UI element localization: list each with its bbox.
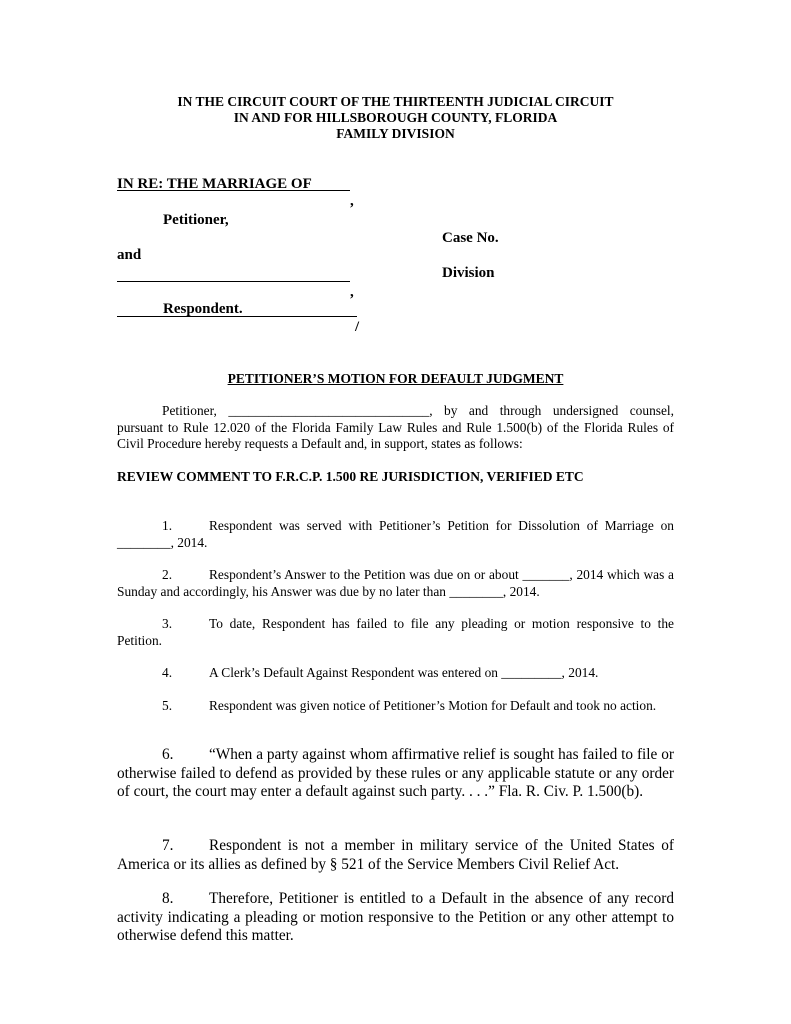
numbered-paragraph-1 [117, 518, 674, 551]
paragraph-number: 2. [162, 567, 173, 582]
petitioner-name-line [117, 190, 350, 191]
caption-case-no: Case No. [442, 230, 499, 246]
caption-and: and [117, 247, 142, 263]
numbered-paragraph-5 [117, 698, 674, 715]
caption-petitioner: Petitioner, [163, 212, 229, 228]
caption-comma-1: , [350, 193, 354, 209]
intro-paragraph: Petitioner, ______________________________, by and through undersigned counsel, pursuant to Rule 12.020 of the Florida Family Law Rules and Rule 1.500(b) of the Florida Rules of Civil Procedure hereby requests a Default and, in support, states as follows: [117, 403, 674, 451]
paragraph-text: Therefore, Petitioner is entitled to a Default in the absence of any record activity indicating a pleading or motion responsive to the Petition or any other attempt to otherwise defend this matter. [117, 890, 674, 944]
paragraph-number: 4. [162, 665, 173, 680]
review-comment: REVIEW COMMENT TO F.R.C.P. 1.500 RE JURISDICTION, VERIFIED ETC [117, 469, 584, 484]
numbered-paragraph-3 [117, 616, 674, 649]
numbered-paragraph-6 [117, 746, 674, 802]
court-header-line-1: IN THE CIRCUIT COURT OF THE THIRTEENTH JUDICIAL CIRCUIT [177, 94, 614, 109]
respondent-name-line [117, 281, 350, 282]
paragraph-number: 7. [162, 837, 174, 854]
paragraph-text: Respondent’s Answer to the Petition was due on or about _______, 2014 which was a Sunday and accordingly, his Answer was due by no later than ________, 2014. [117, 567, 674, 599]
paragraph-text: Respondent was given notice of Petitioner’s Motion for Default and took no action. [209, 698, 657, 713]
caption-closing-line [117, 316, 357, 317]
numbered-paragraph-2 [117, 567, 674, 600]
court-header-line-3: FAMILY DIVISION [336, 126, 455, 141]
paragraph-text: To date, Respondent has failed to file any pleading or motion responsive to the Petition. [117, 616, 674, 648]
caption-in-re: IN RE: THE MARRIAGE OF [117, 176, 312, 192]
court-header-line-2: IN AND FOR HILLSBOROUGH COUNTY, FLORIDA [233, 110, 558, 125]
motion-title: PETITIONER’S MOTION FOR DEFAULT JUDGMENT [227, 371, 564, 386]
paragraph-text: Respondent is not a member in military service of the United States of America or its allies as defined by § 521 of the Service Members Civil Relief Act. [117, 837, 674, 873]
paragraph-number: 1. [162, 518, 173, 533]
paragraph-number: 6. [162, 746, 174, 763]
paragraph-number: 5. [162, 698, 173, 713]
numbered-paragraph-7 [117, 837, 674, 874]
paragraph-number: 3. [162, 616, 173, 631]
numbered-paragraph-8 [117, 890, 674, 946]
paragraph-text: Respondent was served with Petitioner’s Petition for Dissolution of Marriage on ________, 2014. [117, 518, 674, 550]
caption-respondent: Respondent. [163, 301, 243, 317]
caption-comma-2: , [350, 284, 354, 300]
paragraph-text: A Clerk’s Default Against Respondent was entered on _________, 2014. [209, 665, 599, 680]
caption-slash: / [355, 319, 360, 335]
paragraph-number: 8. [162, 890, 174, 907]
paragraph-text: “When a party against whom affirmative relief is sought has failed to file or otherwise failed to defend as provided by these rules or any applicable statute or any order of court, the court may enter a default against such party. . . .” Fla. R. Civ. P. 1.500(b). [117, 746, 674, 800]
numbered-paragraph-4 [117, 665, 674, 682]
caption-division: Division [442, 265, 495, 281]
